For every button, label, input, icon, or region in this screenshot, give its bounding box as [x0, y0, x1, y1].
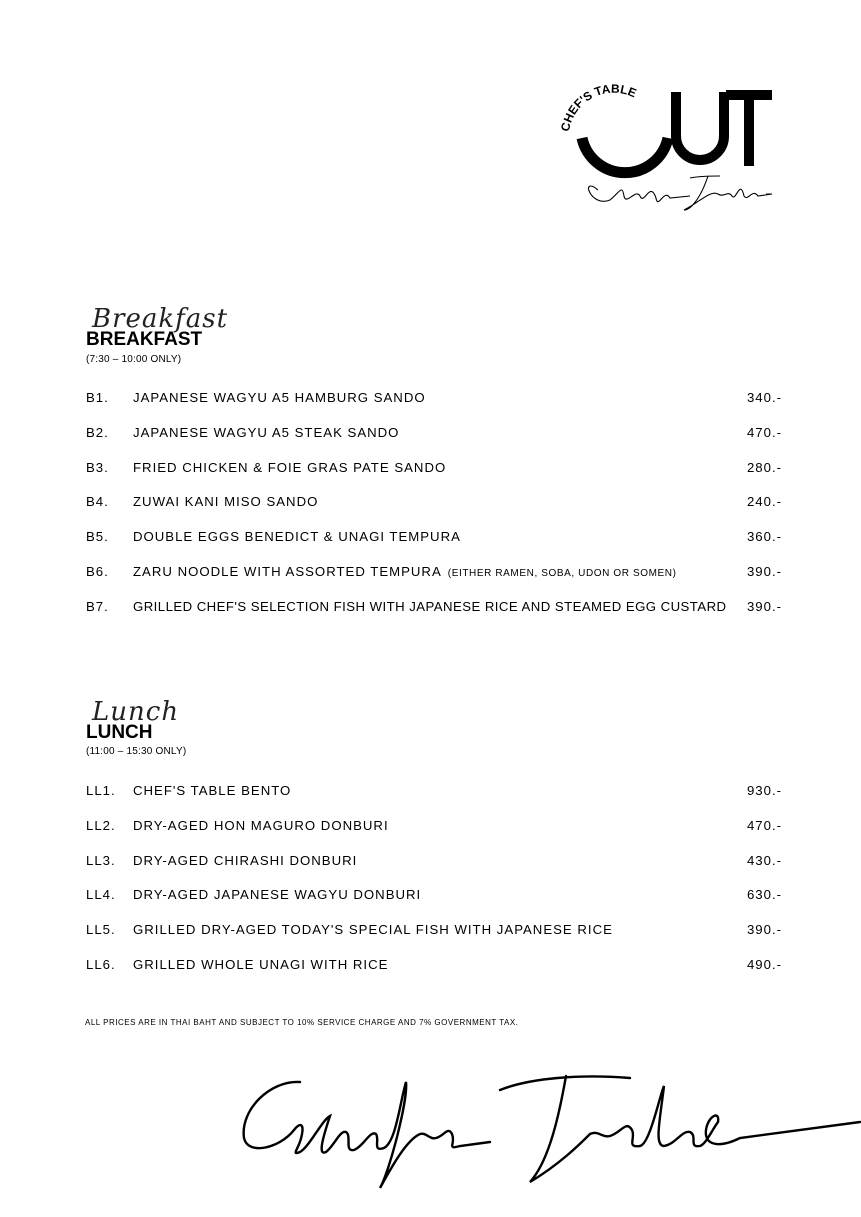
item-name: JAPANESE WAGYU A5 STEAK SANDO	[133, 424, 400, 440]
item-price: 390.-	[746, 563, 782, 579]
item-price: 470.-	[746, 817, 782, 833]
item-name: DRY-AGED CHIRASHI DONBURI	[133, 852, 358, 868]
item-price: 490.-	[746, 956, 782, 972]
item-name: GRILLED WHOLE UNAGI WITH RICE	[133, 956, 389, 972]
item-code: LL2.	[86, 817, 116, 833]
logo-word: CUT	[540, 60, 543, 61]
item-name: ZUWAI KANI MISO SANDO	[133, 494, 319, 510]
item-code: B7.	[86, 598, 109, 614]
menu-item	[86, 529, 782, 564]
item-price: 360.-	[746, 529, 782, 545]
menu-item	[86, 818, 782, 853]
chefs-table-signature	[230, 1060, 861, 1190]
menu-item	[86, 564, 782, 599]
item-name: GRILLED DRY-AGED TODAY'S SPECIAL FISH WITH JAPANESE RICE	[133, 922, 613, 938]
item-code: B4.	[86, 494, 109, 510]
item-name: DRY-AGED JAPANESE WAGYU DONBURI	[133, 887, 422, 903]
menu-item	[86, 460, 782, 495]
restaurant-logo	[540, 60, 800, 220]
item-price: 390.-	[746, 922, 782, 938]
menu-item	[86, 853, 782, 888]
item-price: 930.-	[746, 783, 782, 798]
item-code: LL1.	[86, 783, 116, 798]
item-code: LL6.	[86, 956, 116, 972]
item-price: 470.-	[746, 424, 782, 440]
menu-item	[86, 922, 782, 957]
menu-item	[86, 425, 782, 460]
menu-item	[86, 887, 782, 922]
menu-item	[86, 783, 782, 818]
item-code: B3.	[86, 459, 109, 475]
item-code: B2.	[86, 424, 109, 440]
item-code: LL4.	[86, 887, 116, 903]
item-price: 630.-	[746, 887, 782, 903]
item-name: GRILLED CHEF'S SELECTION FISH WITH JAPANESE RICE AND STEAMED EGG CUSTARD	[133, 598, 727, 614]
svg-text:CHEF'S TABLE	[558, 82, 638, 133]
item-code: LL3.	[86, 852, 116, 868]
breakfast-items	[86, 390, 782, 634]
item-code: B1.	[86, 390, 109, 405]
item-name: FRIED CHICKEN & FOIE GRAS PATE SANDO	[133, 459, 447, 475]
lunch-script-title: Lunch	[92, 697, 180, 727]
logo-arc-text: CHEF'S TABLE	[558, 81, 639, 133]
item-price: 340.-	[746, 390, 782, 405]
lunch-items	[86, 783, 782, 992]
lunch-hours: (11:00 – 15:30 ONLY)	[86, 746, 187, 757]
item-price: 390.-	[746, 598, 782, 614]
item-price: 240.-	[746, 494, 782, 510]
item-price: 280.-	[746, 459, 782, 475]
item-name: ZARU NOODLE WITH ASSORTED TEMPURA (EITHER RAMEN, SOBA, UDON OR SOMEN)	[133, 563, 677, 579]
lunch-title: LUNCH	[86, 722, 153, 743]
item-code: LL5.	[86, 922, 116, 938]
item-name: DRY-AGED HON MAGURO DONBURI	[133, 817, 389, 833]
item-name: DOUBLE EGGS BENEDICT & UNAGI TEMPURA	[133, 529, 461, 545]
item-name: CHEF'S TABLE BENTO	[133, 783, 292, 798]
breakfast-section	[86, 300, 782, 620]
menu-item	[86, 390, 782, 425]
price-disclaimer: ALL PRICES ARE IN THAI BAHT AND SUBJECT TO 10% SERVICE CHARGE AND 7% GOVERNMENT TAX.	[85, 1018, 519, 1027]
item-note: (EITHER RAMEN, SOBA, UDON OR SOMEN)	[447, 567, 677, 579]
menu-item	[86, 957, 782, 992]
item-name: JAPANESE WAGYU A5 HAMBURG SANDO	[133, 390, 426, 405]
menu-item	[86, 599, 782, 634]
menu-item	[86, 494, 782, 529]
breakfast-hours: (7:30 – 10:00 ONLY)	[86, 354, 182, 365]
item-code: B6.	[86, 563, 109, 579]
item-code: B5.	[86, 529, 109, 545]
item-price: 430.-	[746, 852, 782, 868]
lunch-section	[86, 693, 782, 983]
breakfast-title: BREAKFAST	[86, 329, 203, 350]
breakfast-script-title: Breakfast	[92, 304, 229, 334]
